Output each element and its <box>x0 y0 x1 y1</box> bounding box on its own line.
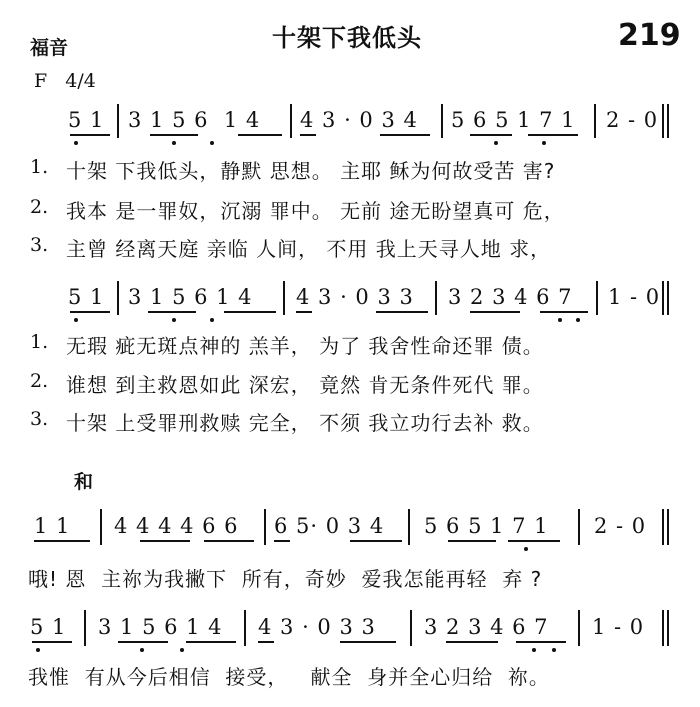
bar-line <box>578 610 580 646</box>
verse-number: 1. <box>30 331 49 353</box>
beam-underline <box>224 311 276 313</box>
bar-line <box>594 104 596 138</box>
bar-line <box>441 104 443 138</box>
octave-dot <box>558 318 562 322</box>
bar-line <box>662 610 664 646</box>
measure-pickup: 5 1 <box>30 615 67 639</box>
beam-underline <box>238 134 282 136</box>
beam-underline <box>32 641 72 643</box>
bar-line <box>435 281 437 315</box>
bar-line <box>578 509 580 545</box>
bar-line <box>117 104 119 138</box>
measure: 5 6 5 1 7 1 <box>451 108 576 132</box>
lyric-line: 十架 下我低头，静默 思想。 主耶 稣为何故受苦 害? <box>66 159 556 183</box>
octave-dot <box>576 318 580 322</box>
beam-underline <box>508 540 560 542</box>
bar-line <box>100 509 102 545</box>
lyric-line: 无瑕 疵无斑点神的 羔羊， 为了 我舍性命还罪 债。 <box>66 334 544 358</box>
beam-underline <box>204 540 254 542</box>
octave-dot <box>524 547 528 551</box>
measure: 2 - 0 <box>606 108 659 132</box>
beam-underline <box>300 134 316 136</box>
verse-number: 2. <box>30 196 49 218</box>
beam-underline <box>34 540 90 542</box>
bar-line <box>244 610 246 646</box>
beam-underline <box>516 641 566 643</box>
measure: 3 2 3 4 6 7 <box>448 285 573 309</box>
octave-dot <box>542 141 546 145</box>
chorus-lyric-line: 哦! 恩 主祢为我撇下 所有，奇妙 爱我怎能再轻 弃 ? <box>28 567 543 591</box>
beam-underline <box>140 540 190 542</box>
measure-pickup: 1 1 <box>34 514 71 538</box>
measure: 3 2 3 4 6 7 <box>424 615 549 639</box>
bar-line <box>264 509 266 545</box>
beam-underline <box>376 311 428 313</box>
bar-line <box>410 610 412 646</box>
octave-dot <box>172 318 176 322</box>
bar-line <box>667 610 669 646</box>
bar-line <box>283 281 285 315</box>
bar-line <box>117 281 119 315</box>
beam-underline <box>258 641 274 643</box>
bar-line <box>667 509 669 545</box>
beam-underline <box>446 641 498 643</box>
chorus-label: 和 <box>74 471 94 493</box>
beam-underline <box>470 134 512 136</box>
bar-line <box>408 509 410 545</box>
measure: 2 - 0 <box>594 514 647 538</box>
measure: 4 3 · 0 3 3 <box>296 285 414 309</box>
bar-line <box>662 509 664 545</box>
bar-line <box>290 104 292 138</box>
beam-underline <box>118 641 168 643</box>
measure-pickup: 5 1 <box>68 285 105 309</box>
octave-dot <box>552 648 556 652</box>
measure-pickup: 5 1 <box>68 108 105 132</box>
octave-dot <box>494 141 498 145</box>
hymn-title: 十架下我低头 <box>272 24 422 52</box>
beam-underline <box>186 641 236 643</box>
measure: 4 4 4 4 6 6 <box>114 514 239 538</box>
beam-underline <box>340 641 396 643</box>
beam-underline <box>528 134 578 136</box>
beam-underline <box>70 134 110 136</box>
bar-line <box>667 281 669 315</box>
key-signature: F 4/4 <box>34 70 96 92</box>
beam-underline <box>148 311 196 313</box>
verse-number: 3. <box>30 408 49 430</box>
bar-line <box>84 610 86 646</box>
lyric-line: 十架 上受罪刑救赎 完全， 不须 我立功行去补 救。 <box>66 411 544 435</box>
measure: 1 - 0 <box>608 285 661 309</box>
hymn-category: 福音 <box>30 37 69 59</box>
measure: 4 3 · 0 3 4 <box>300 108 418 132</box>
lyric-line: 主曾 经离天庭 亲临 人间， 不用 我上天寻人地 求， <box>66 237 552 261</box>
beam-underline <box>350 540 402 542</box>
beam-underline <box>540 311 588 313</box>
beam-underline <box>470 311 520 313</box>
bar-line <box>662 104 664 138</box>
octave-dot <box>180 648 184 652</box>
octave-dot <box>210 318 214 322</box>
measure: 3 1 5 6 1 4 <box>98 615 223 639</box>
beam-underline <box>274 540 290 542</box>
bar-line <box>596 281 598 315</box>
octave-dot <box>74 318 78 322</box>
verse-number: 3. <box>30 234 49 256</box>
beam-underline <box>448 540 496 542</box>
beam-underline <box>380 134 430 136</box>
octave-dot <box>140 648 144 652</box>
bar-line <box>662 281 664 315</box>
octave-dot <box>210 141 214 145</box>
verse-number: 2. <box>30 370 49 392</box>
beam-underline <box>150 134 198 136</box>
measure: 4 3 · 0 3 3 <box>258 615 376 639</box>
beam-underline <box>296 311 312 313</box>
octave-dot <box>36 648 40 652</box>
hymn-number: 219 <box>618 18 681 53</box>
verse-number: 1. <box>30 156 49 178</box>
measure: 5 6 5 1 7 1 <box>424 514 549 538</box>
measure: 1 - 0 <box>592 615 645 639</box>
lyric-line: 我本 是一罪奴，沉溺 罪中。 无前 途无盼望真可 危， <box>66 199 565 223</box>
measure: 6 5· 0 3 4 <box>274 514 385 538</box>
octave-dot <box>172 141 176 145</box>
chorus-lyric-line: 我惟 有从今后相信 接受， 献全 身并全心归给 祢。 <box>28 665 550 689</box>
bar-line <box>667 104 669 138</box>
measure: 3 1 5 6 1 4 <box>128 285 253 309</box>
octave-dot <box>532 648 536 652</box>
measure: 3 1 5 6 1 4 <box>128 108 261 132</box>
beam-underline <box>70 311 110 313</box>
octave-dot <box>74 141 78 145</box>
lyric-line: 谁想 到主救恩如此 深宏， 竟然 肯无条件死代 罪。 <box>66 373 544 397</box>
